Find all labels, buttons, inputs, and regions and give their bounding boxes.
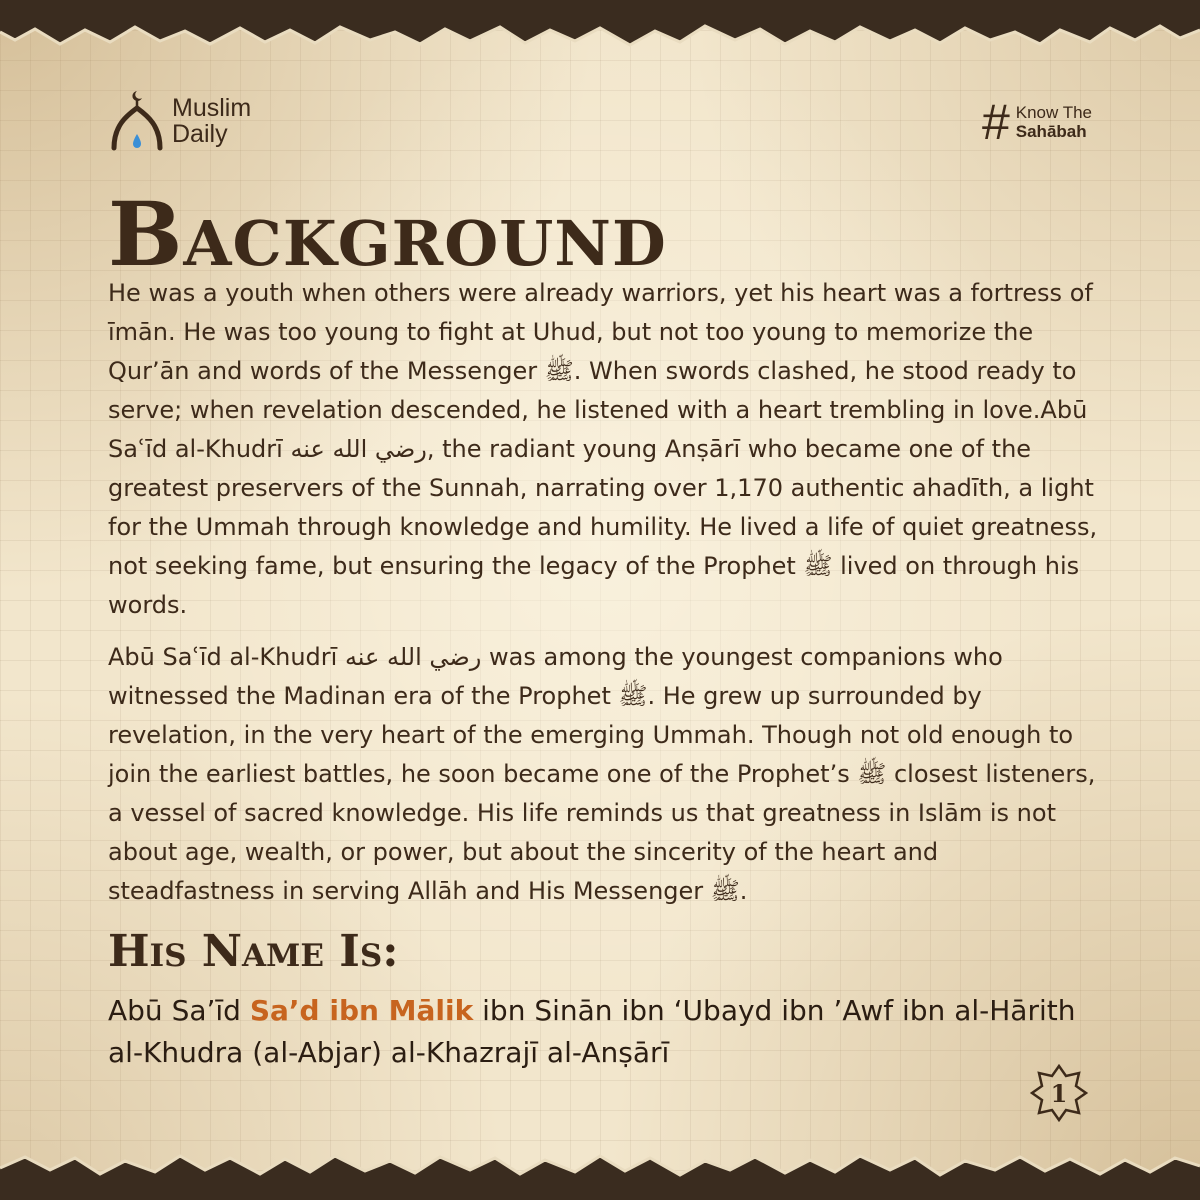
hashtag-line-2: Sahābah (1015, 122, 1087, 141)
brand-logo (108, 88, 251, 154)
name-lineage: ibn Sinān ibn ‘Ubayd ibn ’Awf ibn al-Hārith al-Khudra (al-Abjar) al-Khazrajī al-Anṣārī (108, 994, 1076, 1069)
name-heading: His Name Is: (108, 926, 399, 977)
name-highlight: Sa’d ibn Mālik (249, 994, 474, 1027)
brand-line-1: Muslim (172, 94, 252, 122)
background-paragraph-1: He was a youth when others were already warriors, yet his heart was a fortress of īmān. He was too young to fight at Uhud, but not too young to memorize the Qur’ān and words of the Messenger ﷺ. When swords clashed, he stood ready to serve; when revelation descended, he listened with a heart trembling in love.Abū Saʿīd al-Khudrī رضي الله عنه, the radiant young Anṣārī who became one of the greatest preservers of the Sunnah, narrating over 1,170 authentic ahadīth, a light for the Ummah through knowledge and humility. He lived a life of quiet greatness, not seeking fame, but ensuring the legacy of the Prophet ﷺ lived on through his words. (108, 279, 1098, 619)
page-number-badge (1030, 1064, 1088, 1122)
brand-line-2: Daily (172, 120, 228, 148)
page-number: 1 (1050, 1079, 1068, 1108)
dome-crescent-logo-icon (108, 88, 166, 154)
torn-edge-top (0, 0, 1200, 60)
hashtag-label (981, 94, 1092, 150)
brand-name (172, 95, 251, 147)
page-title: Background (108, 182, 667, 286)
full-name (108, 990, 1108, 1074)
torn-edge-bottom (0, 1140, 1200, 1200)
hash-icon: # (981, 94, 1010, 150)
hashtag-line-1: Know The (1015, 103, 1092, 122)
background-paragraph-2: Abū Saʿīd al-Khudrī رضي الله عنه was among the youngest companions who witnessed the Madinan era of the Prophet ﷺ. He grew up surrounded by revelation, in the very heart of the emerging Ummah. Though not old enough to join the earliest battles, he soon became one of the Prophet’s ﷺ closest listeners, a vessel of sacred knowledge. His life reminds us that greatness in Islām is not about age, wealth, or power, but about the sincerity of the heart and steadfastness in serving Allāh and His Messenger ﷺ. (108, 643, 1096, 905)
name-prefix: Abū Sa’īd (108, 994, 250, 1027)
